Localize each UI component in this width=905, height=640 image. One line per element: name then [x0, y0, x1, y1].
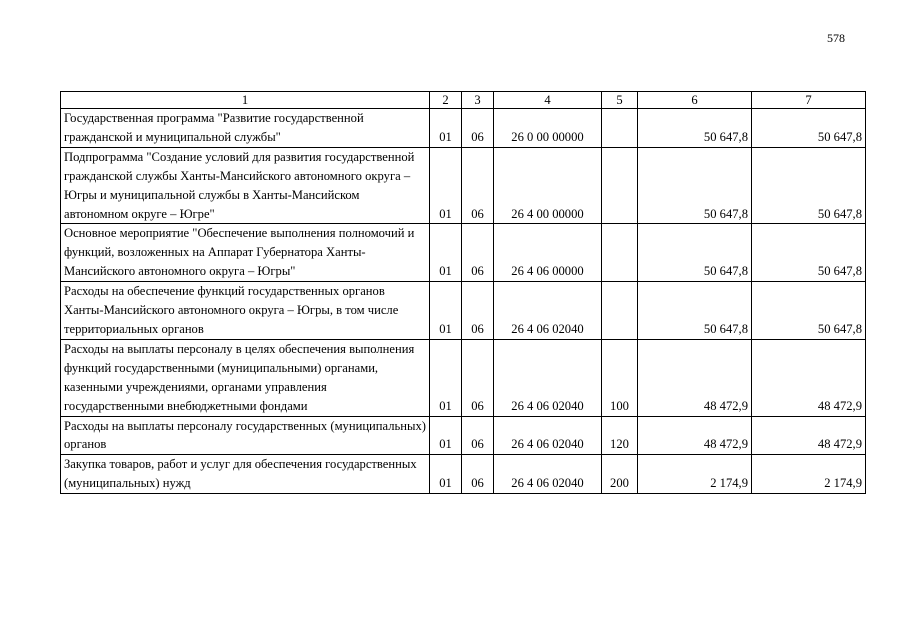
amount-first-cell: 48 472,9 — [638, 416, 752, 455]
expense-name-cell: Государственная программа "Развитие государственной гражданской и муниципальной службы" — [61, 109, 430, 148]
budget-table — [60, 91, 866, 494]
target-article-cell: 26 4 06 02040 — [494, 455, 602, 494]
expense-type-cell: 200 — [602, 455, 638, 494]
expense-type-cell: 100 — [602, 339, 638, 416]
column-header: 7 — [752, 92, 866, 109]
table-row — [61, 147, 866, 224]
expense-name-cell: Подпрограмма "Создание условий для развития государственной гражданской службы Ханты-Мансийского автономного округа – Югры и муниципальной службы в Ханты-Мансийском автономном округе – Югре" — [61, 147, 430, 224]
expense-type-cell: 120 — [602, 416, 638, 455]
column-header: 1 — [61, 92, 430, 109]
amount-second-cell: 50 647,8 — [752, 109, 866, 148]
subsection-code-cell: 06 — [462, 147, 494, 224]
section-code-cell: 01 — [430, 147, 462, 224]
amount-first-cell: 48 472,9 — [638, 339, 752, 416]
column-header: 5 — [602, 92, 638, 109]
expense-type-cell — [602, 109, 638, 148]
expense-name-cell: Закупка товаров, работ и услуг для обеспечения государственных (муниципальных) нужд — [61, 455, 430, 494]
target-article-cell: 26 4 00 00000 — [494, 147, 602, 224]
target-article-cell: 26 4 06 02040 — [494, 339, 602, 416]
amount-first-cell: 50 647,8 — [638, 147, 752, 224]
amount-second-cell: 50 647,8 — [752, 147, 866, 224]
expense-name-cell: Расходы на обеспечение функций государственных органов Ханты-Мансийского автономного округа – Югры, в том числе территориальных органов — [61, 282, 430, 340]
section-code-cell: 01 — [430, 109, 462, 148]
subsection-code-cell: 06 — [462, 339, 494, 416]
table-row — [61, 109, 866, 148]
table-row — [61, 416, 866, 455]
amount-second-cell: 50 647,8 — [752, 282, 866, 340]
expense-type-cell — [602, 224, 638, 282]
amount-first-cell: 2 174,9 — [638, 455, 752, 494]
section-code-cell: 01 — [430, 339, 462, 416]
expense-name-cell: Расходы на выплаты персоналу в целях обеспечения выполнения функций государственными (муниципальными) органами, казенными учреждениями, органами управления государственными внебюджетными фондами — [61, 339, 430, 416]
table-row — [61, 224, 866, 282]
section-code-cell: 01 — [430, 224, 462, 282]
table-row — [61, 282, 866, 340]
section-code-cell: 01 — [430, 282, 462, 340]
amount-first-cell: 50 647,8 — [638, 224, 752, 282]
target-article-cell: 26 4 06 00000 — [494, 224, 602, 282]
subsection-code-cell: 06 — [462, 416, 494, 455]
section-code-cell: 01 — [430, 416, 462, 455]
target-article-cell: 26 0 00 00000 — [494, 109, 602, 148]
subsection-code-cell: 06 — [462, 224, 494, 282]
amount-second-cell: 2 174,9 — [752, 455, 866, 494]
expense-type-cell — [602, 282, 638, 340]
amount-second-cell: 50 647,8 — [752, 224, 866, 282]
amount-first-cell: 50 647,8 — [638, 282, 752, 340]
page-number: 578 — [827, 31, 845, 45]
expense-name-cell: Основное мероприятие "Обеспечение выполнения полномочий и функций, возложенных на Аппарат Губернатора Ханты-Мансийского автономного округа – Югры" — [61, 224, 430, 282]
column-header: 6 — [638, 92, 752, 109]
column-header: 2 — [430, 92, 462, 109]
expense-type-cell — [602, 147, 638, 224]
target-article-cell: 26 4 06 02040 — [494, 416, 602, 455]
column-header: 3 — [462, 92, 494, 109]
section-code-cell: 01 — [430, 455, 462, 494]
column-header: 4 — [494, 92, 602, 109]
subsection-code-cell: 06 — [462, 282, 494, 340]
expense-name-cell: Расходы на выплаты персоналу государственных (муниципальных) органов — [61, 416, 430, 455]
amount-first-cell: 50 647,8 — [638, 109, 752, 148]
table-row — [61, 455, 866, 494]
subsection-code-cell: 06 — [462, 109, 494, 148]
table-header-row — [61, 92, 866, 109]
target-article-cell: 26 4 06 02040 — [494, 282, 602, 340]
table-row — [61, 339, 866, 416]
amount-second-cell: 48 472,9 — [752, 339, 866, 416]
amount-second-cell: 48 472,9 — [752, 416, 866, 455]
subsection-code-cell: 06 — [462, 455, 494, 494]
